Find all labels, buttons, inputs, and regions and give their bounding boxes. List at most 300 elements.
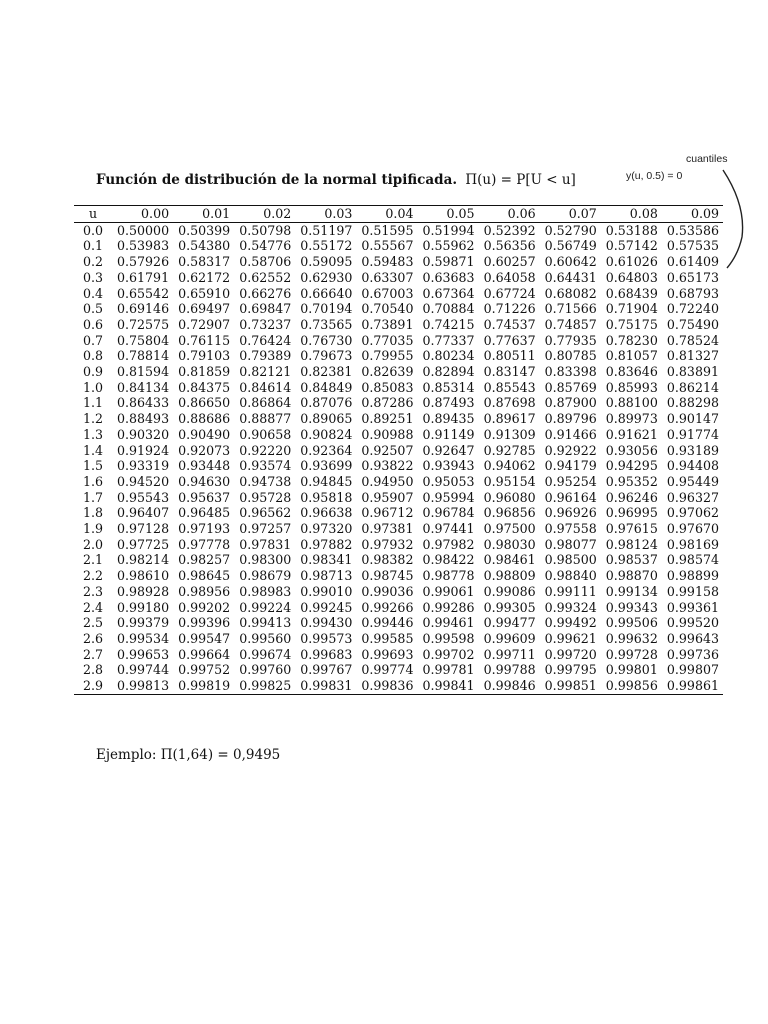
table-cell: 0.79103 [178, 348, 231, 364]
table-row [74, 521, 723, 537]
table-cell: 0.50399 [178, 222, 231, 238]
table-cell: 0.96712 [361, 505, 414, 521]
table-row [74, 662, 723, 678]
table-cell: 0.55172 [300, 238, 353, 254]
table-cell: 0.99134 [605, 583, 658, 599]
table-cell: 0.84849 [300, 379, 353, 395]
table-cell: 0.89251 [361, 411, 414, 427]
table-cell: 0.96995 [605, 505, 658, 521]
table-cell: 0.83398 [544, 364, 597, 380]
table-cell: 0.80511 [483, 348, 536, 364]
table-cell: 0.53188 [605, 222, 658, 238]
table-cell: 0.97500 [483, 521, 536, 537]
row-label: 0.5 [82, 301, 104, 317]
table-cell: 0.74537 [483, 316, 536, 332]
table-cell: 0.98382 [361, 552, 414, 568]
brace-stroke [723, 170, 743, 268]
table-cell: 0.97725 [117, 536, 170, 552]
table-cell: 0.68082 [544, 285, 597, 301]
table-cell: 0.94408 [666, 458, 719, 474]
table-cell: 0.76424 [239, 332, 292, 348]
header-col: 0.01 [202, 206, 231, 221]
table-cell: 0.99560 [239, 630, 292, 646]
table-cell: 0.73565 [300, 316, 353, 332]
table-cell: 0.99674 [239, 646, 292, 662]
table-cell: 0.90988 [361, 426, 414, 442]
table-cell: 0.88877 [239, 411, 292, 427]
table-cell: 0.94295 [605, 458, 658, 474]
table-cell: 0.98341 [300, 552, 353, 568]
table-cell: 0.99831 [300, 678, 353, 694]
table-cell: 0.69146 [117, 301, 170, 317]
table-cell: 0.99305 [483, 599, 536, 615]
table-cell: 0.83891 [666, 364, 719, 380]
header-col: 0.08 [629, 206, 658, 221]
table-cell: 0.60642 [544, 254, 597, 270]
table-cell: 0.93699 [300, 458, 353, 474]
row-label: 1.3 [82, 426, 104, 442]
header-col: 0.03 [324, 206, 353, 221]
header-u: u [88, 206, 98, 221]
table-row [74, 270, 723, 286]
table-cell: 0.61409 [666, 254, 719, 270]
table-cell: 0.98500 [544, 552, 597, 568]
table-row [74, 395, 723, 411]
table-cell: 0.97615 [605, 521, 658, 537]
table-cell: 0.80785 [544, 348, 597, 364]
table-row [74, 222, 723, 238]
median-note-annotation: y(u, 0.5) = 0 [626, 170, 683, 182]
table-cell: 0.92647 [422, 442, 475, 458]
table-cell: 0.73891 [361, 316, 414, 332]
table-cell: 0.98928 [117, 583, 170, 599]
table-cell: 0.98899 [666, 568, 719, 584]
table-cell: 0.92220 [239, 442, 292, 458]
table-cell: 0.74215 [422, 316, 475, 332]
table-cell: 0.58706 [239, 254, 292, 270]
table-cell: 0.99643 [666, 630, 719, 646]
row-label: 0.7 [82, 332, 104, 348]
table-cell: 0.84614 [239, 379, 292, 395]
table-cell: 0.94845 [300, 473, 353, 489]
table-cell: 0.99361 [666, 599, 719, 615]
table-cell: 0.99728 [605, 646, 658, 662]
table-cell: 0.68793 [666, 285, 719, 301]
table-cell: 0.99585 [361, 630, 414, 646]
table-cell: 0.79673 [300, 348, 353, 364]
table-cell: 0.98169 [666, 536, 719, 552]
table-cell: 0.56749 [544, 238, 597, 254]
table-row [74, 647, 723, 663]
table-cell: 0.98713 [300, 568, 353, 584]
table-cell: 0.93448 [178, 458, 231, 474]
table-cell: 0.72907 [178, 316, 231, 332]
table-cell: 0.91466 [544, 426, 597, 442]
table-row [74, 600, 723, 616]
table-cell: 0.99343 [605, 599, 658, 615]
table-cell: 0.89435 [422, 411, 475, 427]
table-cell: 0.99861 [666, 678, 719, 694]
table-cell: 0.99693 [361, 646, 414, 662]
table-cell: 0.99534 [117, 630, 170, 646]
table-cell: 0.88686 [178, 411, 231, 427]
table-cell: 0.99781 [422, 662, 475, 678]
table-cell: 0.99286 [422, 599, 475, 615]
table-cell: 0.86650 [178, 395, 231, 411]
row-label: 0.2 [82, 254, 104, 270]
example-text: Ejemplo: Π(1,64) = 0,9495 [96, 747, 281, 763]
table-cell: 0.75490 [666, 316, 719, 332]
table-row [74, 317, 723, 333]
table-cell: 0.96080 [483, 489, 536, 505]
table-cell: 0.98956 [178, 583, 231, 599]
table-cell: 0.94179 [544, 458, 597, 474]
table-cell: 0.89796 [544, 411, 597, 427]
table-cell: 0.62172 [178, 269, 231, 285]
table-row [74, 615, 723, 631]
table-cell: 0.61791 [117, 269, 170, 285]
table-row [74, 490, 723, 506]
table-cell: 0.98840 [544, 568, 597, 584]
table-cell: 0.97558 [544, 521, 597, 537]
row-label: 1.2 [82, 411, 104, 427]
table-cell: 0.99836 [361, 678, 414, 694]
table-cell: 0.99767 [300, 662, 353, 678]
table-cell: 0.98645 [178, 568, 231, 584]
table-cell: 0.94630 [178, 473, 231, 489]
table-cell: 0.98610 [117, 568, 170, 584]
table-row [74, 537, 723, 553]
row-label: 2.3 [82, 583, 104, 599]
table-cell: 0.99846 [483, 678, 536, 694]
table-row [74, 584, 723, 600]
table-cell: 0.96856 [483, 505, 536, 521]
table-cell: 0.98983 [239, 583, 292, 599]
row-label: 0.1 [82, 238, 104, 254]
table-cell: 0.97320 [300, 521, 353, 537]
table-cell: 0.95994 [422, 489, 475, 505]
table-cell: 0.87900 [544, 395, 597, 411]
table-cell: 0.71226 [483, 301, 536, 317]
table-cell: 0.78524 [666, 332, 719, 348]
table-cell: 0.75804 [117, 332, 170, 348]
table-cell: 0.77035 [361, 332, 414, 348]
table-row [74, 333, 723, 349]
table-cell: 0.77935 [544, 332, 597, 348]
table-cell: 0.51595 [361, 222, 414, 238]
table-cell: 0.80234 [422, 348, 475, 364]
table-cell: 0.99573 [300, 630, 353, 646]
table-cell: 0.99760 [239, 662, 292, 678]
table-cell: 0.99506 [605, 615, 658, 631]
header-col: 0.00 [141, 206, 170, 221]
table-cell: 0.96638 [300, 505, 353, 521]
table-cell: 0.97831 [239, 536, 292, 552]
table-cell: 0.98778 [422, 568, 475, 584]
table-cell: 0.54380 [178, 238, 231, 254]
row-label: 0.9 [82, 364, 104, 380]
table-cell: 0.72575 [117, 316, 170, 332]
table-cell: 0.99461 [422, 615, 475, 631]
table-cell: 0.99245 [300, 599, 353, 615]
table-cell: 0.98124 [605, 536, 658, 552]
table-body [74, 222, 723, 694]
table-cell: 0.99010 [300, 583, 353, 599]
row-label: 2.8 [82, 662, 104, 678]
table-cell: 0.91149 [422, 426, 475, 442]
table-title [96, 172, 576, 188]
table-cell: 0.95053 [422, 473, 475, 489]
table-cell: 0.89617 [483, 411, 536, 427]
table-cell: 0.55567 [361, 238, 414, 254]
table-cell: 0.59483 [361, 254, 414, 270]
table-cell: 0.52392 [483, 222, 536, 238]
table-cell: 0.82894 [422, 364, 475, 380]
table-cell: 0.99702 [422, 646, 475, 662]
table-cell: 0.97670 [666, 521, 719, 537]
table-cell: 0.99736 [666, 646, 719, 662]
table-cell: 0.87076 [300, 395, 353, 411]
table-cell: 0.56356 [483, 238, 536, 254]
table-cell: 0.71904 [605, 301, 658, 317]
table-cell: 0.95543 [117, 489, 170, 505]
table-cell: 0.70884 [422, 301, 475, 317]
table-cell: 0.99683 [300, 646, 353, 662]
table-cell: 0.50798 [239, 222, 292, 238]
table-cell: 0.99111 [544, 583, 597, 599]
table-cell: 0.99851 [544, 678, 597, 694]
table-cell: 0.73237 [239, 316, 292, 332]
table-cell: 0.98257 [178, 552, 231, 568]
table-cell: 0.78230 [605, 332, 658, 348]
table-cell: 0.95154 [483, 473, 536, 489]
table-cell: 0.62552 [239, 269, 292, 285]
table-cell: 0.64803 [605, 269, 658, 285]
table-cell: 0.99158 [666, 583, 719, 599]
table-cell: 0.65910 [178, 285, 231, 301]
table-row [74, 631, 723, 647]
table-cell: 0.99413 [239, 615, 292, 631]
table-cell: 0.82121 [239, 364, 292, 380]
table-cell: 0.74857 [544, 316, 597, 332]
table-cell: 0.82381 [300, 364, 353, 380]
table-cell: 0.76115 [178, 332, 231, 348]
table-cell: 0.88100 [605, 395, 658, 411]
table-cell: 0.99396 [178, 615, 231, 631]
row-label: 0.4 [82, 285, 104, 301]
row-label: 0.3 [82, 269, 104, 285]
table-cell: 0.90658 [239, 426, 292, 442]
table-cell: 0.97932 [361, 536, 414, 552]
table-cell: 0.96562 [239, 505, 292, 521]
table-cell: 0.98809 [483, 568, 536, 584]
table-cell: 0.87493 [422, 395, 475, 411]
table-cell: 0.57535 [666, 238, 719, 254]
table-cell: 0.99609 [483, 630, 536, 646]
table-cell: 0.86433 [117, 395, 170, 411]
title-formula: Π(u) = P[U < u] [465, 172, 576, 188]
table-cell: 0.85769 [544, 379, 597, 395]
table-cell: 0.51197 [300, 222, 353, 238]
table-cell: 0.55962 [422, 238, 475, 254]
table-cell: 0.99477 [483, 615, 536, 631]
table-cell: 0.92364 [300, 442, 353, 458]
table-cell: 0.94520 [117, 473, 170, 489]
table-row [74, 474, 723, 490]
table-cell: 0.92785 [483, 442, 536, 458]
table-cell: 0.58317 [178, 254, 231, 270]
table-cell: 0.76730 [300, 332, 353, 348]
table-cell: 0.99807 [666, 662, 719, 678]
table-cell: 0.79389 [239, 348, 292, 364]
table-cell: 0.61026 [605, 254, 658, 270]
table-cell: 0.92507 [361, 442, 414, 458]
table-cell: 0.90490 [178, 426, 231, 442]
table-cell: 0.99819 [178, 678, 231, 694]
table-cell: 0.90824 [300, 426, 353, 442]
table-cell: 0.93822 [361, 458, 414, 474]
normal-distribution-table [74, 205, 723, 695]
table-row [74, 364, 723, 380]
row-label: 1.6 [82, 473, 104, 489]
table-cell: 0.99520 [666, 615, 719, 631]
table-cell: 0.96926 [544, 505, 597, 521]
header-col: 0.06 [507, 206, 536, 221]
table-cell: 0.99086 [483, 583, 536, 599]
table-cell: 0.97381 [361, 521, 414, 537]
table-row [74, 443, 723, 459]
row-label: 1.0 [82, 379, 104, 395]
row-label: 2.1 [82, 552, 104, 568]
table-cell: 0.85993 [605, 379, 658, 395]
table-cell: 0.99720 [544, 646, 597, 662]
table-cell: 0.68439 [605, 285, 658, 301]
table-cell: 0.98537 [605, 552, 658, 568]
table-cell: 0.81594 [117, 364, 170, 380]
table-cell: 0.57926 [117, 254, 170, 270]
table-cell: 0.90147 [666, 411, 719, 427]
table-cell: 0.98679 [239, 568, 292, 584]
table-cell: 0.66276 [239, 285, 292, 301]
table-cell: 0.96246 [605, 489, 658, 505]
table-cell: 0.97882 [300, 536, 353, 552]
table-row [74, 380, 723, 396]
table-cell: 0.70540 [361, 301, 414, 317]
row-label: 2.9 [82, 678, 104, 694]
table-cell: 0.60257 [483, 254, 536, 270]
table-cell: 0.89973 [605, 411, 658, 427]
row-label: 1.7 [82, 489, 104, 505]
table-cell: 0.97982 [422, 536, 475, 552]
row-label: 0.6 [82, 316, 104, 332]
table-cell: 0.97193 [178, 521, 231, 537]
table-cell: 0.63307 [361, 269, 414, 285]
row-label: 1.4 [82, 442, 104, 458]
table-cell: 0.66640 [300, 285, 353, 301]
table-row [74, 238, 723, 254]
table-cell: 0.85083 [361, 379, 414, 395]
table-cell: 0.99224 [239, 599, 292, 615]
table-cell: 0.67003 [361, 285, 414, 301]
table-cell: 0.67724 [483, 285, 536, 301]
table-cell: 0.99711 [483, 646, 536, 662]
table-cell: 0.85314 [422, 379, 475, 395]
row-label: 2.4 [82, 599, 104, 615]
row-label: 1.8 [82, 505, 104, 521]
table-cell: 0.91774 [666, 426, 719, 442]
table-cell: 0.67364 [422, 285, 475, 301]
table-cell: 0.99774 [361, 662, 414, 678]
table-cell: 0.78814 [117, 348, 170, 364]
table-cell: 0.98300 [239, 552, 292, 568]
table-cell: 0.95449 [666, 473, 719, 489]
table-cell: 0.86214 [666, 379, 719, 395]
table-cell: 0.99856 [605, 678, 658, 694]
table-cell: 0.99598 [422, 630, 475, 646]
row-label: 1.5 [82, 458, 104, 474]
table-cell: 0.84134 [117, 379, 170, 395]
table-cell: 0.99547 [178, 630, 231, 646]
table-cell: 0.95637 [178, 489, 231, 505]
table-cell: 0.82639 [361, 364, 414, 380]
table-cell: 0.59871 [422, 254, 475, 270]
cuantiles-annotation: cuantiles [686, 153, 728, 165]
table-cell: 0.93574 [239, 458, 292, 474]
table-cell: 0.96407 [117, 505, 170, 521]
table-cell: 0.69497 [178, 301, 231, 317]
table-cell: 0.99632 [605, 630, 658, 646]
table-row [74, 678, 723, 694]
row-label: 2.2 [82, 568, 104, 584]
table-cell: 0.96164 [544, 489, 597, 505]
table-cell: 0.94738 [239, 473, 292, 489]
table-cell: 0.59095 [300, 254, 353, 270]
table-cell: 0.98077 [544, 536, 597, 552]
table-cell: 0.54776 [239, 238, 292, 254]
table-row [74, 505, 723, 521]
table-cell: 0.95728 [239, 489, 292, 505]
table-cell: 0.96327 [666, 489, 719, 505]
table-cell: 0.53983 [117, 238, 170, 254]
table-cell: 0.99492 [544, 615, 597, 631]
row-label: 0.0 [82, 222, 104, 238]
table-cell: 0.95818 [300, 489, 353, 505]
row-label: 2.0 [82, 536, 104, 552]
table-cell: 0.99841 [422, 678, 475, 694]
table-row [74, 348, 723, 364]
table-cell: 0.98574 [666, 552, 719, 568]
header-col: 0.05 [446, 206, 475, 221]
table-cell: 0.98870 [605, 568, 658, 584]
table-cell: 0.99202 [178, 599, 231, 615]
table-cell: 0.93056 [605, 442, 658, 458]
table-cell: 0.99788 [483, 662, 536, 678]
table-cell: 0.93319 [117, 458, 170, 474]
table-cell: 0.95907 [361, 489, 414, 505]
table-cell: 0.99266 [361, 599, 414, 615]
row-label: 0.8 [82, 348, 104, 364]
table-cell: 0.92073 [178, 442, 231, 458]
table-cell: 0.53586 [666, 222, 719, 238]
table-cell: 0.79955 [361, 348, 414, 364]
header-col: 0.04 [385, 206, 414, 221]
table-cell: 0.88298 [666, 395, 719, 411]
table-cell: 0.65542 [117, 285, 170, 301]
table-cell: 0.98745 [361, 568, 414, 584]
table-cell: 0.62930 [300, 269, 353, 285]
table-cell: 0.92922 [544, 442, 597, 458]
table-cell: 0.77637 [483, 332, 536, 348]
